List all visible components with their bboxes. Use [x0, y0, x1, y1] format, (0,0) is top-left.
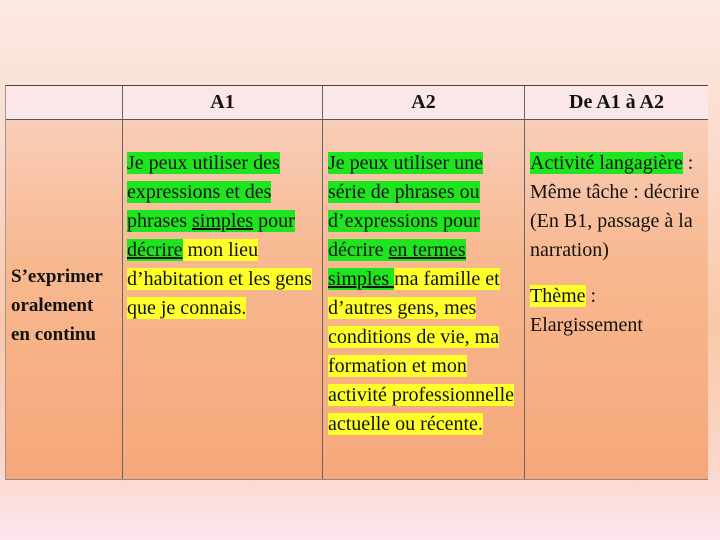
notes-line: (En B1, passage à la — [530, 210, 693, 232]
row-label-line: oralement — [11, 295, 94, 316]
a2-line: pour — [437, 210, 480, 232]
a2-line: formation et mon — [328, 355, 467, 377]
theme-label: Thème — [530, 285, 586, 307]
a2-line: d’expressions — [328, 210, 438, 232]
a1-descriptor — [127, 149, 312, 323]
a1-line: pour — [253, 210, 295, 232]
row-label-line: S’exprimer — [11, 266, 103, 287]
a1-line: d’habitation et les gens — [127, 268, 312, 290]
a2-keyword-en-termes: en termes — [388, 239, 466, 261]
a1-line: Je peux utiliser des — [127, 152, 280, 174]
a1-to-a2-notes — [530, 149, 699, 340]
notes-line: Elargissement — [530, 314, 643, 336]
a1-line: mon lieu — [182, 239, 259, 261]
a2-line: série de phrases ou — [328, 181, 480, 203]
a2-line: d’autres gens, mes — [328, 297, 477, 319]
a1-line: expressions et des — [127, 181, 272, 203]
a2-descriptor — [328, 149, 514, 439]
a2-line: Je peux utiliser une — [328, 152, 483, 174]
notes-line: narration) — [530, 239, 609, 261]
activity-label: Activité langagière — [530, 152, 683, 174]
a1-keyword-simples: simples — [191, 210, 254, 232]
header-a1: A1 — [210, 91, 235, 113]
a2-line: décrire — [328, 239, 389, 261]
a1-keyword-decrire: décrire — [127, 239, 183, 261]
a2-line: ma famille et — [394, 268, 500, 290]
row-label — [11, 262, 121, 349]
row-label-line: en continu — [11, 324, 96, 345]
header-a1-to-a2: De A1 à A2 — [569, 91, 664, 113]
activity-colon: : — [682, 152, 694, 174]
theme-colon: : — [585, 285, 597, 307]
a2-line: actuelle ou récente. — [328, 413, 483, 435]
a1-line: phrases — [127, 210, 192, 232]
a1-line: que je connais. — [127, 297, 247, 319]
a2-keyword-simples: simples — [328, 268, 395, 290]
a2-line: conditions de vie, ma — [328, 326, 500, 348]
notes-line: Même tâche : décrire — [530, 181, 700, 203]
column-divider — [524, 86, 525, 479]
competence-table — [5, 85, 708, 480]
header-a2: A2 — [411, 91, 436, 113]
column-divider — [122, 86, 123, 479]
a2-line: activité professionnelle — [328, 384, 515, 406]
column-divider — [322, 86, 323, 479]
